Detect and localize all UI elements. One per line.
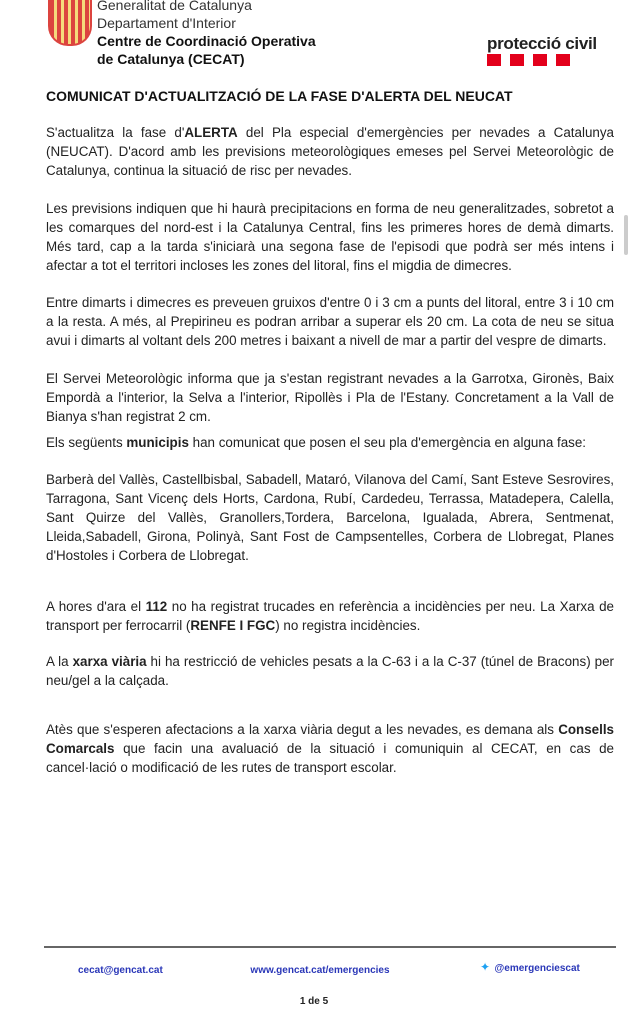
twitter-icon: ✦ — [480, 960, 491, 974]
bold-text: ALERTA — [184, 125, 238, 140]
bold-text: RENFE I FGC — [190, 618, 276, 633]
text-segment: que facin una avaluació de la situació i comuniquin al CECAT, en cas de cancel·lació o modificació de les rutes de transport escolar. — [46, 741, 614, 775]
logo-square-icon — [533, 54, 547, 66]
logo-square-icon — [487, 54, 501, 66]
text-segment: ) no registra incidències. — [275, 618, 421, 633]
paragraph-snow-depth — [46, 293, 614, 350]
centre-name-line2: de Catalunya (CECAT) — [97, 51, 245, 67]
footer-website — [225, 960, 415, 978]
footer-twitter — [480, 958, 580, 976]
paragraph-meteo-service — [46, 369, 614, 426]
text-segment: Els següents — [46, 435, 127, 450]
bold-text: 112 — [145, 599, 168, 614]
bold-text: municipis — [126, 435, 189, 450]
text-segment: del Pla especial d'emergències per nevades a Catalunya (NEUCAT). D'acord amb les previsions meteorològiques emeses pel Servei Meteorològic de Catalunya, continua la situació de risc per nevades. — [46, 125, 614, 178]
email-link[interactable]: cecat@gencat.cat — [78, 965, 163, 976]
twitter-link[interactable]: @emergenciescat — [494, 963, 580, 974]
logo-square-icon — [556, 54, 570, 66]
paragraph-municipalities-intro — [46, 433, 614, 452]
paragraph-alert — [46, 123, 614, 180]
page-number: 1 de 5 — [299, 996, 329, 1007]
text-segment: A hores d'ara el — [46, 599, 146, 614]
paragraph-road-network — [46, 652, 614, 690]
text-segment: hi ha restricció de vehicles pesats a la C-63 i a la C-37 (túnel de Bracons) per neu/gel a la calçada. — [46, 654, 614, 688]
text-segment: no ha registrat trucades en referència a incidències per neu. La Xarxa de transport per ferrocarril ( — [46, 599, 614, 633]
text-segment: Barberà del Vallès, Castellbisbal, Sabadell, Mataró, Vilanova del Camí, Sant Esteve Sesrovires, Tarragona, Sant Vicenç dels Horts, Cardona, Rubí, Cardedeu, Terrassa, Matadepera, Calella, Sant Quirze del Vallès, Granollers,Tordera, Barcelona, Igualada, Abrera, Sentmenat, Lleida,Sabadell, Girona, Polinyà, Sant Fost de Campsentelles, Corbera de Llobregat, Planes d'Hostoles i Corbera de Llobregat. — [46, 472, 614, 563]
centre-name-line1: Centre de Coordinació Operativa — [97, 33, 316, 49]
bold-text: xarxa viària — [72, 654, 147, 669]
generalitat-logo-icon — [48, 0, 92, 46]
logo-square-icon — [510, 54, 524, 66]
paragraph-municipalities-list — [46, 470, 614, 565]
paragraph-forecast — [46, 199, 614, 275]
text-segment: Entre dimarts i dimecres es preveuen gruixos d'entre 0 i 3 cm a punts del litoral, entre 3 i 10 cm a la resta. A més, al Prepirineu es podran arribar a superar els 20 cm. La cota de neu se situa avui i dimarts al voltant dels 200 metres i baixant a nivell de mar a partir del vespre de dimarts. — [46, 295, 614, 348]
footer-email — [78, 960, 163, 978]
proteccio-civil-logo: protecció civil — [487, 34, 597, 53]
department-name: Departament d'Interior — [97, 15, 236, 31]
text-segment: A la — [46, 654, 73, 669]
paragraph-school-transport — [46, 720, 614, 777]
text-segment: han comunicat que posen el seu pla d'emergència en alguna fase: — [188, 435, 587, 450]
scrollbar[interactable] — [624, 215, 628, 255]
org-name: Generalitat de Catalunya — [97, 0, 252, 13]
paragraph-112 — [46, 597, 614, 635]
bold-text: Consells Comarcals — [46, 722, 614, 756]
text-segment: Atès que s'esperen afectacions a la xarxa viària degut a les nevades, es demana als — [46, 722, 559, 737]
text-segment: Les previsions indiquen que hi haurà precipitacions en forma de neu generalitzades, sobretot a les comarques del nord-est i la Catalunya Central, fins les primeres hores de demà dimarts. Més tard, cap a la tarda s'iniciarà una segona fase de l'episodi que podrà ser més intens i afectar a tot el territori incloses les zones del litoral, fins el migdia de dimecres. — [46, 201, 614, 273]
text-segment: S'actualitza la fase d' — [46, 125, 185, 140]
website-link[interactable]: www.gencat.cat/emergencies — [250, 965, 390, 976]
footer-divider — [44, 946, 616, 948]
text-segment: El Servei Meteorològic informa que ja s'estan registrant nevades a la Garrotxa, Gironès, Baix Empordà a l'interior, la Selva a l'interior, Ripollès i Pla de l'Estany. Concretament a la Vall de Bianya s'han registrat 2 cm. — [46, 371, 614, 424]
document-title: COMUNICAT D'ACTUALITZACIÓ DE LA FASE D'ALERTA DEL NEUCAT — [46, 88, 513, 104]
